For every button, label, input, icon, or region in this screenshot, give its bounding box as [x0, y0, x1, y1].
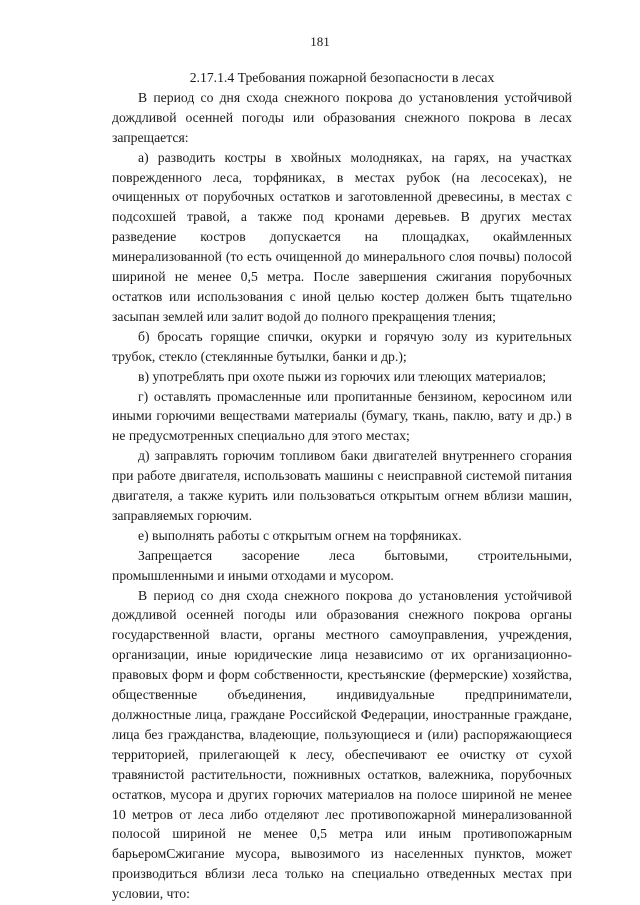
- paragraph-intro: В период со дня схода снежного покрова до установления устойчивой дождливой осенней погоды или образования снежного покрова в лесах запрещается:: [112, 89, 572, 145]
- paragraph-item-a: а) разводить костры в хвойных молодняках, на гарях, на участках поврежденного леса, торфяниках, в местах рубок (на лесосеках), не очищенных от порубочных остатков и заготовленной древесины, в местах с подсохшей травой, а также под кронами деревьев. В других местах разведение костров допускается на площадках, окаймленных минерализованной (то есть очищенной до минерального слоя почвы) полосой шириной не менее 0,5 метра. После завершения сжигания порубочных остатков или использования с иной целью костер должен быть тщательно засыпан землей или залит водой до полного прекращения тления;: [112, 149, 572, 324]
- paragraph-item-e: е) выполнять работы с открытым огнем на торфяниках.: [138, 527, 462, 543]
- section-heading: 2.17.1.4 Требования пожарной безопасности в лесах: [189, 70, 495, 85]
- paragraph-item-b: б) бросать горящие спички, окурки и горячую золу из курительных трубок, стекло (стеклянные бутылки, банки и др.);: [112, 328, 572, 364]
- paragraph-littering: Запрещается засорение леса бытовыми, строительными, промышленными и иными отходами и мусором.: [112, 547, 572, 583]
- paragraph-item-g: г) оставлять промасленные или пропитанные бензином, керосином или иными горючими веществами материалы (бумагу, ткань, паклю, вату и др.) в не предусмотренных специально для этого местах;: [112, 388, 572, 444]
- paragraph-item-d: д) заправлять горючим топливом баки двигателей внутреннего сгорания при работе двигателя, использовать машины с неисправной системой питания двигателя, а также курить или пользоваться открытым огнем вблизи машин, заправляемых горючим.: [112, 448, 572, 523]
- paragraph-clearing: В период со дня схода снежного покрова до установления устойчивой дождливой осенней погоды или образования снежного покрова органы государственной власти, органы местного самоуправления, учреждения, организации, иные юридические лица независимо от их организационно-правовых форм и форм собственности, крестьянские (фермерские) хозяйства, общественные объединения, индивидуальные предприниматели, должностные лица, граждане Российской Федерации, иностранные граждане, лица без гражданства, владеющие, пользующиеся и (или) распоряжающиеся территорией, прилегающей к лесу, обеспечивают ее очистку от сухой травянистой растительности, пожнивных остатков, валежника, порубочных остатков, мусора и других горючих материалов на полосе шириной не менее 10 метров от леса либо отделяют лес противопожарной минерализованной полосой шириной не менее 0,5 метра или иным противопожарным барьеромСжигание мусора, вывозимого из населенных пунктов, может производиться вблизи леса только на специально отведенных местах при условии, что:: [112, 587, 572, 902]
- document-body: [112, 68, 572, 904]
- paragraph-item-v: в) употреблять при охоте пыжи из горючих или тлеющих материалов;: [138, 368, 547, 384]
- page-number: 181: [310, 34, 330, 49]
